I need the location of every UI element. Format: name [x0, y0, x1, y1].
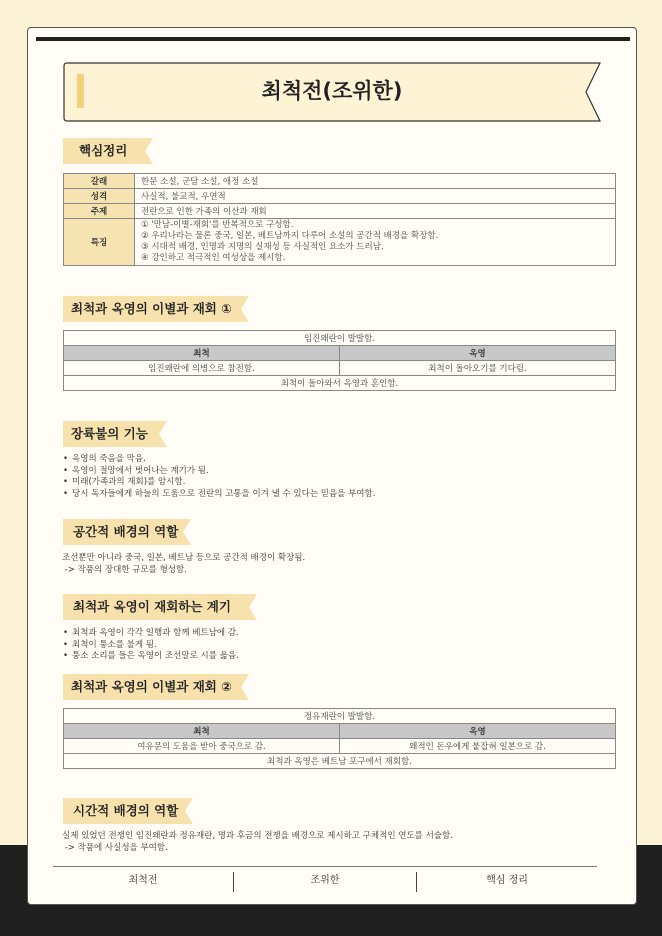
section-heading-reunion2: 최척과 옥영의 이별과 재회 ② [63, 674, 232, 700]
result-cell: 최척과 옥영은 베트남 포구에서 재회함. [64, 754, 616, 769]
section-heading-trigger: 최척과 옥영이 재회하는 계기 [63, 594, 231, 620]
feature-line: ① '만남-이별-재회'를 반복적으로 구성함. [141, 220, 294, 230]
space-text: 조선뿐만 아니라 중국, 일본, 베트남 등으로 공간적 배경이 확장됨. -> 작품의 장대한 규모를 형성함. [62, 553, 306, 575]
trigger-list [63, 628, 239, 663]
relation-table-2 [63, 708, 616, 769]
table-row [64, 709, 616, 724]
table-row [64, 331, 616, 346]
table-row [64, 361, 616, 376]
footer-bar [53, 866, 597, 895]
time-text: 실제 있었던 전쟁인 임진왜란과 정유재란, 명과 후금의 전쟁을 배경으로 제시하고 구체적인 연도를 서술함. -> 작품에 사실성을 부여함. [62, 831, 453, 853]
list-item: • 최척과 옥영이 각각 일행과 함께 베트남에 감. [63, 628, 239, 640]
top-rule [36, 37, 630, 41]
table-row [64, 174, 616, 189]
section-heading-core: 핵심정리 [63, 138, 127, 164]
trigger-list-block [63, 628, 239, 663]
summary-table [63, 173, 616, 266]
choi-cell: 여유문의 도움을 받아 중국으로 감. [64, 739, 340, 754]
theme-value: 전란으로 인한 가족의 이산과 재회 [135, 204, 616, 219]
header-choi: 최척 [64, 724, 340, 739]
table-row [64, 219, 616, 266]
footer-category: 핵심 정리 [486, 875, 528, 886]
buddha-list [63, 454, 375, 500]
list-item: • 퉁소 소리를 들은 옥영이 조선말로 시를 읊음. [63, 651, 239, 663]
nature-value: 사실적, 불교적, 우연적 [135, 189, 616, 204]
section-heading-reunion1: 최척과 옥영의 이별과 재회 ① [63, 296, 232, 322]
list-item: • 옥영이 절망에서 벗어나는 계기가 됨. [63, 466, 375, 478]
event-cell: 정유재란이 발발함. [64, 709, 616, 724]
header-okyoung: 옥영 [340, 346, 616, 361]
list-item: • 당시 독자들에게 하늘의 도움으로 전란의 고통을 이겨 낼 수 있다는 믿음을 부여함. [63, 489, 375, 501]
relation-table-1 [63, 330, 616, 391]
table-row [64, 754, 616, 769]
table-row [64, 346, 616, 361]
feature-value [135, 219, 616, 266]
table-row [64, 376, 616, 391]
okyoung-cell: 최척이 돌아오기를 기다림. [340, 361, 616, 376]
table-row [64, 724, 616, 739]
table-row [64, 189, 616, 204]
choi-cell: 임진왜란에 의병으로 참전함. [64, 361, 340, 376]
table-row [64, 739, 616, 754]
genre-value: 한문 소설, 군담 소설, 애정 소설 [135, 174, 616, 189]
list-item: • 최척이 퉁소를 불게 됨. [63, 640, 239, 652]
list-item: • 미래(가족과의 재회)를 암시함. [63, 477, 375, 489]
feature-line: ② 우리나라는 물론 중국, 일본, 베트남까지 다루어 소설의 공간적 배경을 확장함. [141, 231, 439, 241]
section-heading-space: 공간적 배경의 역할 [63, 519, 178, 545]
result-cell: 최척이 돌아와서 옥영과 혼인함. [64, 376, 616, 391]
buddha-list-block [63, 454, 375, 500]
section-heading-buddha: 장륙불의 기능 [63, 421, 148, 447]
feature-key: 특징 [64, 219, 135, 266]
title-banner [62, 62, 602, 122]
feature-line: ④ 강인하고 적극적인 여성상을 제시함. [141, 253, 286, 263]
event-cell: 임진왜란이 발발함. [64, 331, 616, 346]
footer-work-title: 최척전 [128, 875, 158, 886]
genre-key: 갈래 [64, 174, 135, 189]
page-title: 최척전(조위한) [261, 79, 403, 103]
okyoung-cell: 왜적인 돈우에게 붙잡혀 일본으로 감. [340, 739, 616, 754]
section-heading-time: 시간적 배경의 역할 [63, 798, 178, 824]
header-choi: 최척 [64, 346, 340, 361]
table-row [64, 204, 616, 219]
nature-key: 성격 [64, 189, 135, 204]
worksheet-card [27, 27, 637, 905]
header-okyoung: 옥영 [340, 724, 616, 739]
theme-key: 주제 [64, 204, 135, 219]
list-item: • 옥영의 죽음을 막음. [63, 454, 375, 466]
footer-author: 조위한 [310, 875, 340, 886]
feature-line: ③ 시대적 배경, 인명과 지명의 실재성 등 사실적인 요소가 드러남. [141, 242, 384, 252]
